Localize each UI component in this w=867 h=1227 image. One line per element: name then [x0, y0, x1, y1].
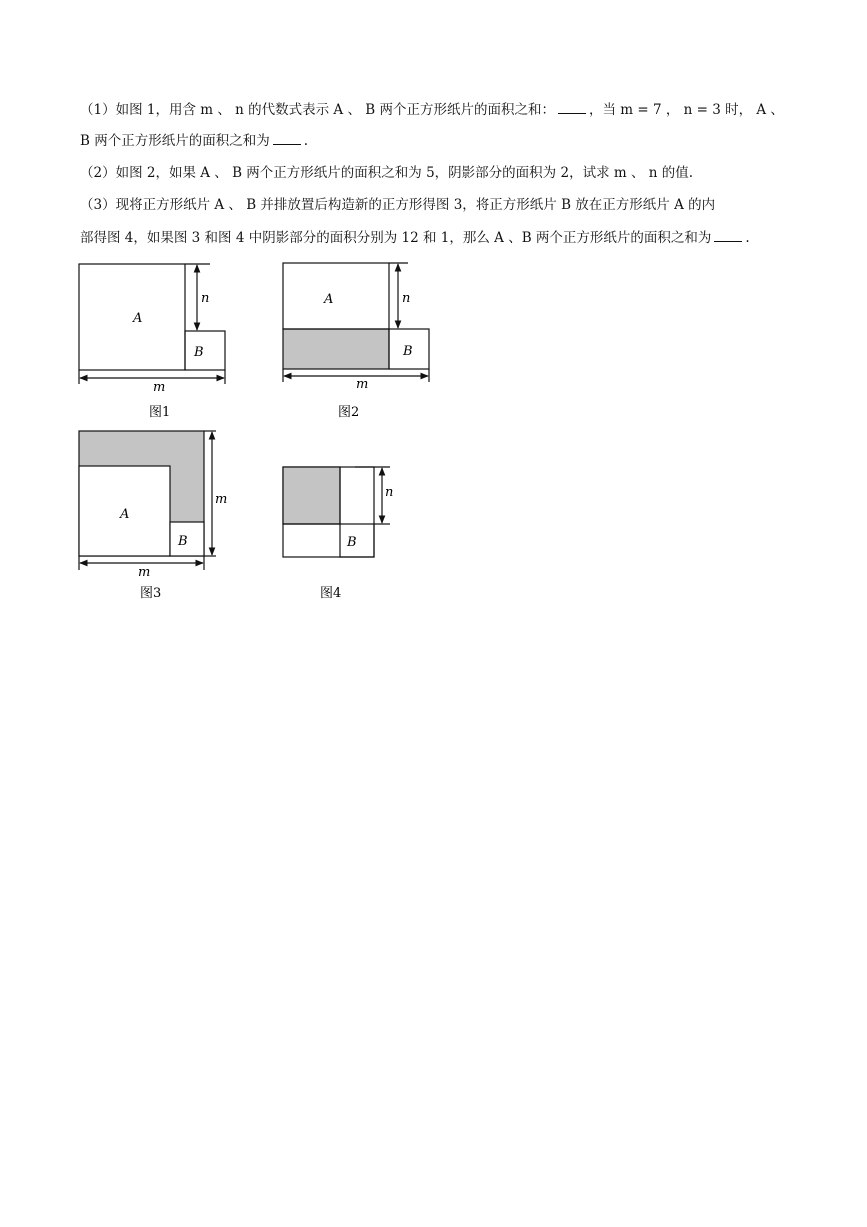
- fig4-shaded-square: [283, 467, 340, 524]
- fig1-label-a: A: [133, 311, 143, 326]
- figure-4: [283, 467, 390, 557]
- fig3-label-b: B: [178, 534, 188, 549]
- figure-1: [79, 264, 225, 384]
- fig3-label-m-bottom: m: [138, 565, 151, 580]
- q3-text-a: （3）现将正方形纸片 A 、 B 并排放置后构造新的正方形得图 3，将正方形纸片 B 放在正方形纸片 A 的内: [80, 197, 716, 213]
- fig2-label-a: A: [324, 292, 334, 307]
- fig3-label-m-side: m: [215, 492, 228, 507]
- fig1-label-b: B: [194, 345, 204, 360]
- fig2-caption: 图2: [338, 405, 360, 420]
- q3-period: .: [745, 230, 750, 246]
- figure-3: [79, 431, 216, 570]
- fig4-label-n: n: [385, 485, 394, 500]
- fig1-label-n: n: [201, 291, 210, 306]
- fig3-label-a: A: [120, 507, 130, 522]
- fig2-rect-a: [283, 263, 389, 329]
- q3-text-b: 部得图 4，如果图 3 和图 4 中阴影部分的面积分别为 12 和 1，那么 A 、B 两个正方形纸片的面积之和为: [80, 230, 712, 246]
- fig1-caption: 图1: [149, 405, 171, 420]
- q1-text-a: （1）如图 1，用含 m 、 n 的代数式表示 A 、 B 两个正方形纸片的面积之和：: [80, 102, 555, 118]
- fig1-label-m: m: [153, 380, 166, 395]
- q1-text-b: ，当 m = 7 ， n = 3 时， A 、: [588, 102, 784, 118]
- fig2-label-m: m: [356, 377, 369, 392]
- q2-text: （2）如图 2，如果 A 、 B 两个正方形纸片的面积之和为 5，阴影部分的面积为 2，试求 m 、 n 的值.: [80, 165, 694, 181]
- fig1-square-a: [79, 264, 185, 370]
- q1-text-c: B 两个正方形纸片的面积之和为: [80, 133, 270, 149]
- figure-2: [283, 263, 429, 382]
- fig2-label-b: B: [403, 344, 413, 359]
- fig3-caption: 图3: [140, 586, 162, 601]
- fig4-caption: 图4: [320, 586, 342, 601]
- fig2-shaded-rect: [283, 329, 389, 369]
- q1-period: .: [303, 133, 309, 149]
- fig2-label-n: n: [402, 291, 411, 306]
- fig1-square-b: [185, 331, 225, 370]
- fig4-label-b: B: [347, 535, 357, 550]
